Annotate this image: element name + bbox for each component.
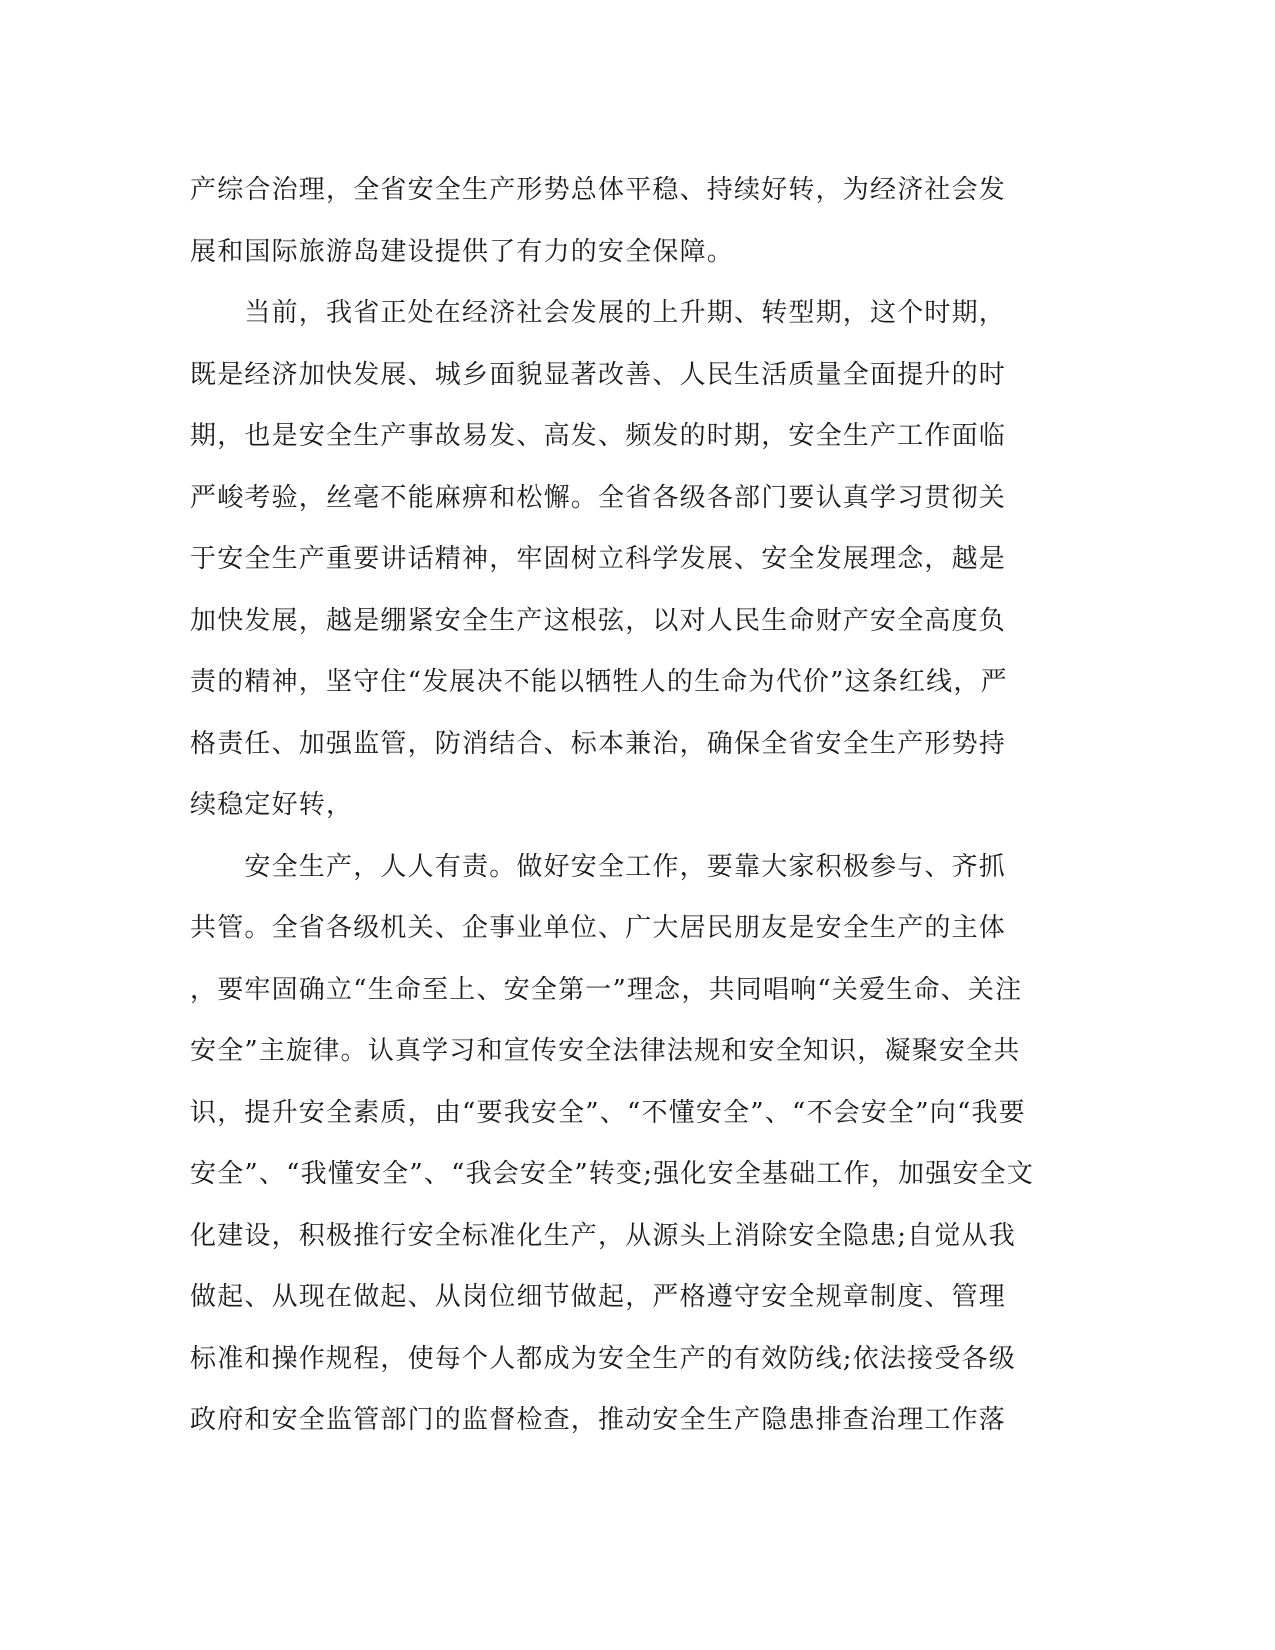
text-line: 责的精神，坚守住“发展决不能以牺牲人的生命为代价”这条红线，严 — [190, 667, 1008, 697]
text-line: 严峻考验，丝毫不能麻痹和松懈。全省各级各部门要认真学习贯彻关 — [190, 482, 1007, 513]
text-line: 安全”、“我懂安全”、“我会安全”转变;强化安全基础工作，加强安全文 — [190, 1159, 1035, 1189]
text-line: 格责任、加强监管，防消结合、标本兼治，确保全省安全生产形势持 — [190, 728, 1007, 759]
paragraph-1 — [190, 160, 1090, 283]
document-body — [190, 160, 1090, 1452]
text-line: 安全”主旋律。认真学习和宣传安全法律法规和安全知识，凝聚安全共 — [190, 1036, 1021, 1066]
text-line: 加快发展，越是绷紧安全生产这根弦，以对人民生命财产安全高度负 — [190, 605, 1007, 636]
text-line: 化建设，积极推行安全标准化生产，从源头上消除安全隐患;自觉从我 — [190, 1220, 1016, 1251]
text-line: 安全生产，人人有责。做好安全工作，要靠大家积极参与、齐抓 — [190, 851, 1007, 882]
paragraph-3 — [190, 837, 1090, 1452]
text-line: 既是经济加快发展、城乡面貌显著改善、人民生活质量全面提升的时 — [190, 359, 1007, 390]
text-line: 当前，我省正处在经济社会发展的上升期、转型期，这个时期， — [190, 298, 1007, 328]
text-line: 续稳定好转， — [190, 790, 354, 820]
text-line: 产综合治理，全省安全生产形势总体平稳、持续好转，为经济社会发 — [190, 175, 1007, 205]
text-line: 于安全生产重要讲话精神，牢固树立科学发展、安全发展理念，越是 — [190, 544, 1007, 574]
text-line: 做起、从现在做起、从岗位细节做起，严格遵守安全规章制度、管理 — [190, 1282, 1007, 1312]
text-line: ，要牢固确立“生命至上、安全第一”理念，共同唱响“关爱生命、关注 — [190, 974, 1023, 1005]
text-line: 政府和安全监管部门的监督检查，推动安全生产隐患排查治理工作落 — [190, 1405, 1007, 1435]
text-line: 期，也是安全生产事故易发、高发、频发的时期，安全生产工作面临 — [190, 421, 1007, 451]
text-line: 共管。全省各级机关、企事业单位、广大居民朋友是安全生产的主体 — [190, 913, 1007, 943]
text-line: 识，提升安全素质，由“要我安全”、“不懂安全”、“不会安全”向“我要 — [190, 1097, 1026, 1128]
text-line: 标准和操作规程，使每个人都成为安全生产的有效防线;依法接受各级 — [190, 1343, 1016, 1374]
paragraph-2 — [190, 283, 1090, 837]
text-line: 展和国际旅游岛建设提供了有力的安全保障。 — [190, 236, 735, 267]
